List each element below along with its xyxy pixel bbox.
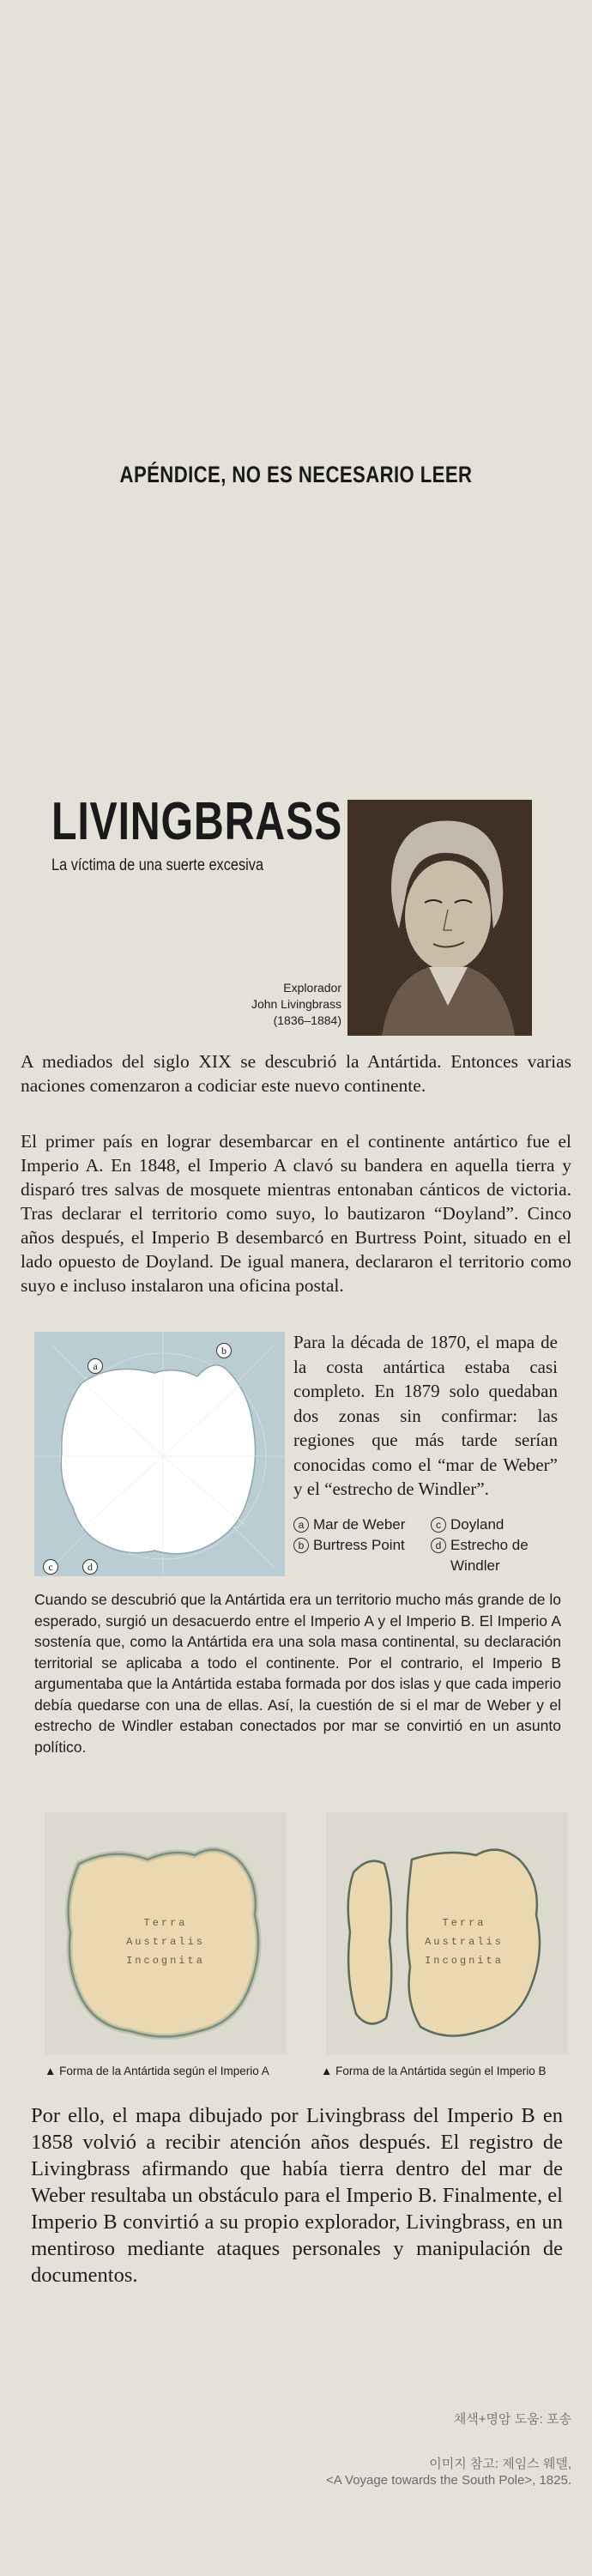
legend-item-d: d Estrecho de Windler	[431, 1535, 568, 1576]
conclusion-paragraph: Por ello, el mapa dibujado por Livingbrass del Imperio B en 1858 volvió a recibir atención años después. El registro de Livingbrass afirmando que había tierra dentro del mar de Weber resultaba un obstáculo para el Imperio B. Finalmente, el Imperio B convirtió a su propio explorador, Livingbrass, en un mentiroso mediante ataques personales y manipulación de documentos.	[31, 2104, 563, 2287]
history-paragraph: El primer país en lograr desembarcar en el continente antártico fue el Imperio A. En 1848, el Imperio A clavó su bandera en aquella tierra y disparó tres salvas de mosquete mientras entonaban cánticos de victoria. Tras declarar el territorio como suyo, lo bautizaron “Doyland”. Cinco años después, el Imperio B desembarcó en Burtress Point, situado en el lado opuesto de Doyland. De igual manera, declararon el territorio como suyo e incluso instalaron una oficina postal.	[21, 1131, 571, 1296]
reference-credit-line2: <A Voyage towards the South Pole>, 1825.	[325, 2473, 571, 2488]
caption-years: (1836–1884)	[273, 1013, 341, 1027]
dispute-paragraph: Cuando se descubrió que la Antártida era un territorio mucho más grande de lo esperado, surgió un desacuerdo entre el Imperio A y el Imperio B. El Imperio A sostenía que, como la Antártida era una sola masa continental, su declaración territorial se aplicaba a todo el continente. Por el contrario, el Imperio B argumentaba que la Antártida estaba formada por dos islas y que cada imperio debía quedarse con una de ellas. Así, la cuestión de si el mar de Weber y el estrecho de Windler estaban conectados por mar se convirtió en un asunto político.	[34, 1591, 561, 1756]
marker-d: d	[82, 1559, 98, 1575]
map-b-label: Terra Australis Incognita	[425, 1917, 504, 1967]
marker-a: a	[88, 1358, 103, 1374]
intro-paragraph: A mediados del siglo XIX se descubrió la Antártida. Entonces varias naciones comenzaron a codiciar este nuevo continente.	[21, 1051, 571, 1096]
caption-empire-a: ▲ Forma de la Antártida según el Imperio A	[45, 2065, 269, 2077]
portrait-illustration	[347, 800, 532, 1036]
legend-item-c: c Doyland	[431, 1515, 568, 1535]
legend-item-b: b Burtress Point	[293, 1535, 431, 1576]
character-tagline: La víctima de una suerte excesiva	[51, 856, 264, 874]
map-legend	[293, 1515, 568, 1576]
map-a-label: Terra Australis Incognita	[126, 1917, 205, 1967]
caption-empire-b: ▲ Forma de la Antártida según el Imperio B	[321, 2065, 547, 2077]
reference-credit-line1: 이미지 참고: 제임스 웨델,	[429, 2457, 571, 2471]
map-empire-a	[45, 1812, 287, 2054]
coloring-credit: 채색+명암 도움: 포송	[453, 2412, 571, 2427]
antarctica-coast-map	[34, 1332, 285, 1576]
map-empire-b	[326, 1812, 568, 2054]
caption-role: Explorador	[283, 981, 341, 995]
coast-map-paragraph: Para la década de 1870, el mapa de la costa antártica estaba casi completo. En 1879 solo quedaban dos zonas sin confirmar: las regiones que más tarde serían conocidas como el “mar de Weber” y el “estrecho de Windler”.	[293, 1332, 558, 1499]
portrait-caption	[232, 980, 341, 1029]
caption-name: John Livingbrass	[251, 997, 341, 1011]
portrait-image	[347, 800, 532, 1036]
appendix-title: APÉNDICE, NO ES NECESARIO LEER	[119, 462, 473, 487]
character-name-title: LIVINGBRASS	[51, 792, 343, 851]
antarctica-map-svg	[34, 1332, 285, 1576]
marker-b: b	[216, 1343, 232, 1358]
legend-item-a: a Mar de Weber	[293, 1515, 431, 1535]
marker-c: c	[43, 1559, 58, 1575]
